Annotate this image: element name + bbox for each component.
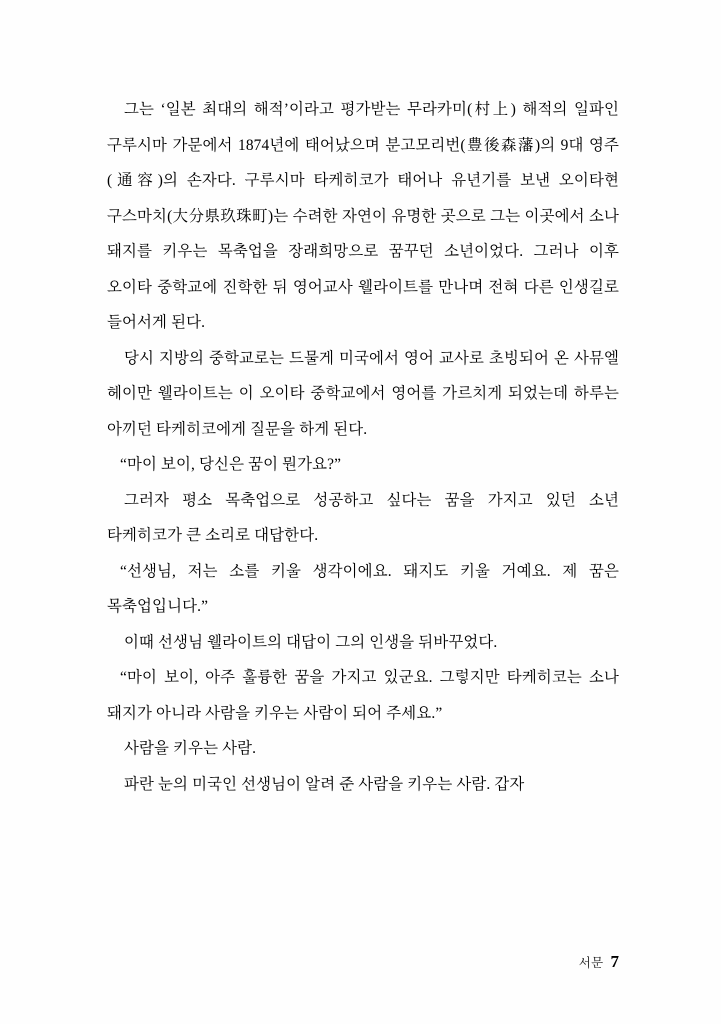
dialogue-line: “마이 보이, 아주 훌륭한 꿈을 가지고 있군요. 그렇지만 타케히코는 소나 돼지가 아니라 사람을 키우는 사람이 되어 주세요.” [107,669,619,722]
paragraph: 이때 선생님 웰라이트의 대답이 그의 인생을 뒤바꾸었다. [124,633,498,651]
page-number: 7 [610,952,619,971]
paragraph: 파란 눈의 미국인 선생님이 알려 준 사람을 키우는 사람. 갑자 [124,775,525,793]
footer-section-label: 서문 [578,956,604,970]
paragraph: 당시 지방의 중학교로는 드물게 미국에서 영어 교사로 초빙되어 온 사뮤엘 헤이만 웰라이트는 이 오이타 중학교에서 영어를 가르치게 되었는데 하루는 아끼던 타케히코에게 질문을 하게 된다. [107,349,619,438]
page-footer [579,952,619,972]
dialogue-line: “선생님, 저는 소를 키울 생각이에요. 돼지도 키울 거예요. 제 꿈은 목축업입니다.” [107,562,619,615]
paragraph: 그러자 평소 목축업으로 성공하고 싶다는 꿈을 가지고 있던 소년 타케히코가 큰 소리로 대답한다. [107,491,619,544]
paragraph: 그는 ‘일본 최대의 해적’이라고 평가받는 무라카미(村上) 해적의 일파인 구루시마 가문에서 1874년에 태어났으며 분고모리번(豊後森藩)의 9대 영주(通容)의 손자다. 구루시마 타케히코가 태어나 유년기를 보낸 오이타현 구스마치(大分県玖珠町)는 수려한 자연이 유명한 곳으로 그는 이곳에서 소나 돼지를 키우는 목축업을 장래희망으로 꿈꾸던 소년이었다. 그러나 이후 오이타 중학교에 진학한 뒤 영어교사 웰라이트를 만나며 전혀 다른 인생길로 들어서게 된다. [107,101,619,331]
body-text-block [107,92,619,802]
paragraph: 사람을 키우는 사람. [124,740,257,757]
dialogue-line: “마이 보이, 당신은 꿈이 뭔가요?” [120,456,342,473]
